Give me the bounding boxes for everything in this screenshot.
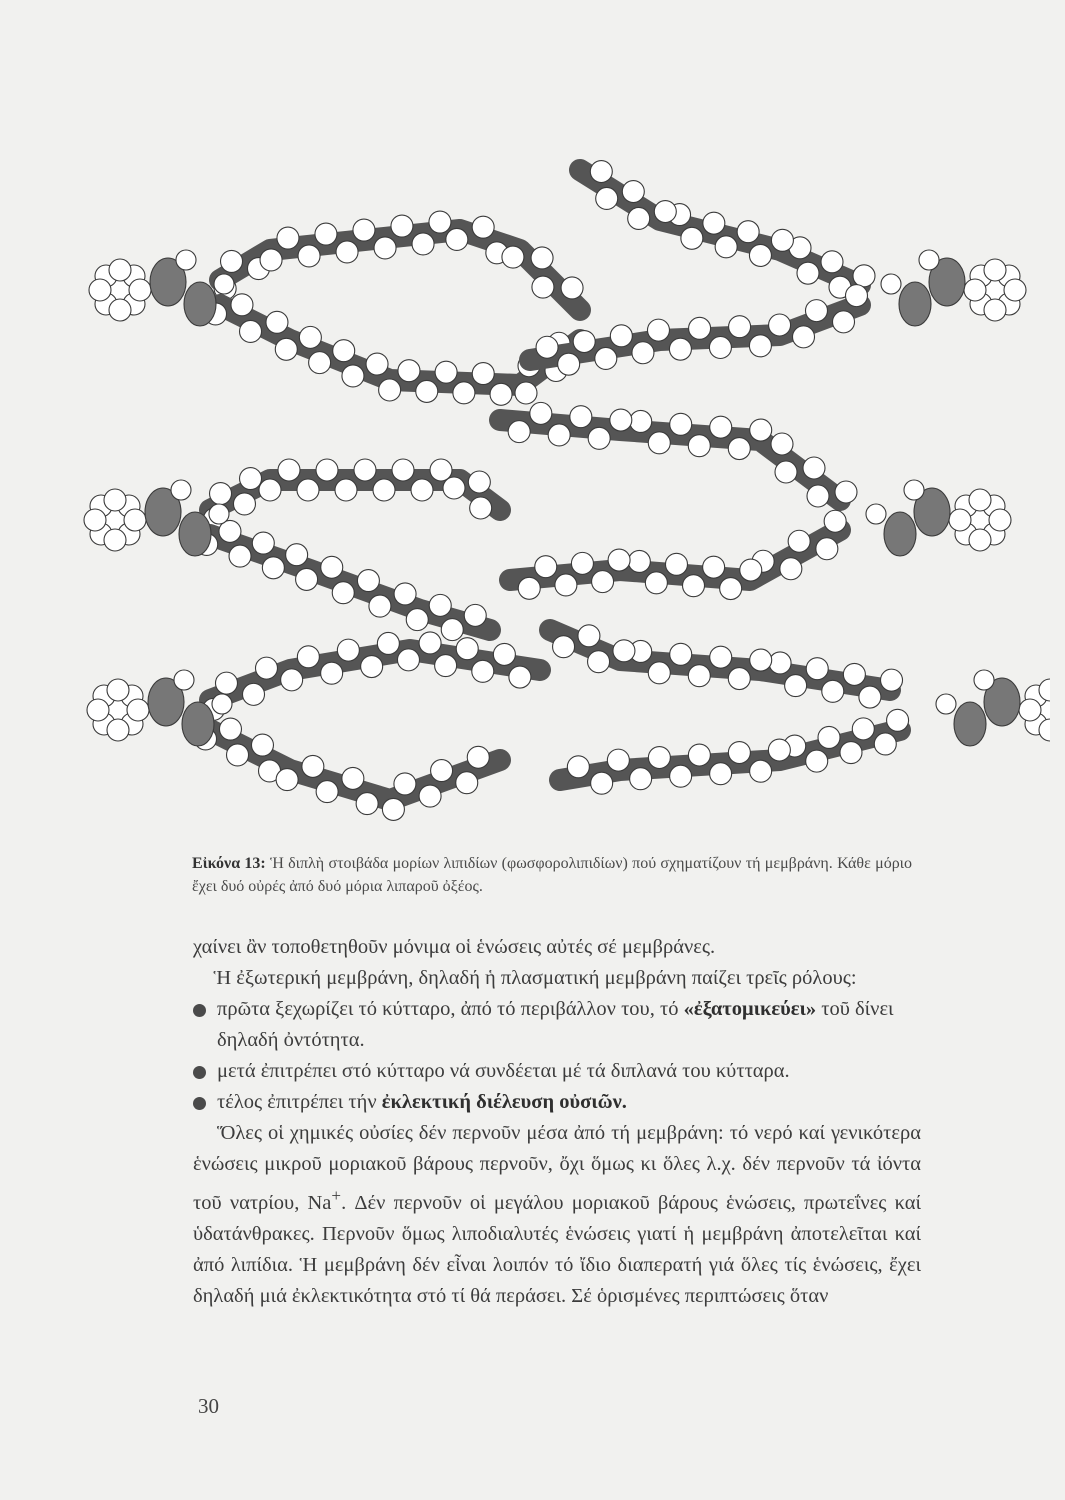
- row-3-tail-d-atom: [630, 768, 652, 790]
- row-3-left-glycerol: [182, 702, 214, 746]
- paragraph-membrane-roles-text: Ἡ ἐξωτερική μεμβράνη, δηλαδή ἡ πλασματική μεμβράνη παίζει τρεῖς ρόλους:: [213, 967, 857, 989]
- row-3-tail-b-atom: [382, 798, 404, 820]
- row-2-tail-a-atom: [392, 459, 414, 481]
- paragraph-membrane-roles: [193, 963, 921, 994]
- row-1-tail-d-atom: [769, 314, 791, 336]
- row-2-tail-a-atom: [278, 459, 300, 481]
- row-1-tail-c-atom: [681, 227, 703, 249]
- bullet1-text-pre: πρῶτα ξεχωρίζει τό κύτταρο, ἀπό τό περιβάλλον του, τό: [217, 998, 684, 1020]
- bullet-icon: [193, 1004, 206, 1017]
- row-1-left-head-atom: [89, 279, 111, 301]
- row-3-tail-c-atom: [785, 675, 807, 697]
- row-3-tail-d-atom: [710, 763, 732, 785]
- row-2-tail-d-atom: [703, 556, 725, 578]
- row-1-right-head-atom: [964, 279, 986, 301]
- row-2-left-oxygen: [209, 504, 229, 524]
- paragraph-continuation: χαίνει ἂν τοποθετηθοῦν μόνιμα οἱ ἑνώσεις αὐτές σέ μεμβράνες.: [193, 936, 716, 958]
- row-2-tail-d-atom: [628, 550, 650, 572]
- row-3-tail-d-atom: [887, 709, 909, 731]
- row-1-tail-a-atom: [374, 237, 396, 259]
- row-1-left-oxygen: [176, 250, 196, 270]
- row-1-right-oxygen: [881, 274, 901, 294]
- page-number: 30: [198, 1394, 219, 1418]
- row-1-right-oxygen: [919, 250, 939, 270]
- row-2-tail-b-atom: [406, 609, 428, 631]
- caption-label: Εἰκόνα 13:: [192, 855, 266, 872]
- row-2-tail-a-atom: [373, 479, 395, 501]
- figure-caption: [192, 852, 912, 898]
- row-2-tail-a-atom: [411, 479, 433, 501]
- row-1-tail-a-atom: [221, 250, 243, 272]
- row-3-tail-d-atom: [607, 749, 629, 771]
- row-2-left-head-atom: [104, 489, 126, 511]
- row-1-tail-a-atom: [502, 246, 524, 268]
- row-2-tail-c-atom: [835, 481, 857, 503]
- row-3-tail-b-atom: [219, 718, 241, 740]
- row-2-tail-b-atom: [321, 556, 343, 578]
- bullet-item-3: [193, 1087, 921, 1118]
- row-3-tail-c-atom: [806, 658, 828, 680]
- row-2-tail-c-atom: [530, 402, 552, 424]
- row-1-tail-d-atom: [845, 285, 867, 307]
- row-2-right-head-atom: [989, 509, 1011, 531]
- row-1-tail-a-atom: [277, 227, 299, 249]
- bullet-item-2: [193, 1056, 921, 1087]
- row-3-tail-a-atom: [397, 649, 419, 671]
- row-2-right-oxygen: [866, 504, 886, 524]
- row-2-right-head-atom: [969, 529, 991, 551]
- row-2-left-head-atom: [124, 509, 146, 531]
- row-1-tail-b-atom: [333, 340, 355, 362]
- row-3-left-head-atom: [107, 679, 129, 701]
- row-1-left-head-atom: [109, 299, 131, 321]
- row-1-tail-d-atom: [805, 300, 827, 322]
- row-1-tail-a-atom: [260, 249, 282, 271]
- row-2-tail-c-atom: [803, 457, 825, 479]
- row-3-tail-a-atom: [456, 638, 478, 660]
- row-3-tail-a-atom: [493, 643, 515, 665]
- row-1-tail-d-atom: [558, 353, 580, 375]
- row-1-tail-c-atom: [737, 221, 759, 243]
- row-1-tail-d-atom: [689, 317, 711, 339]
- row-2-tail-b-atom: [229, 545, 251, 567]
- row-3-tail-b-atom: [276, 769, 298, 791]
- row-1-tail-d-atom: [729, 316, 751, 338]
- row-2-tail-d-atom: [780, 558, 802, 580]
- row-1-tail-b-atom: [275, 338, 297, 360]
- row-2-tail-a-atom: [354, 459, 376, 481]
- row-2-tail-c-atom: [775, 461, 797, 483]
- row-1-tail-c-atom: [715, 236, 737, 258]
- row-3-tail-b-atom: [251, 734, 273, 756]
- row-3-tail-c-atom: [648, 662, 670, 684]
- lipid-bilayer-figure: [60, 110, 1050, 850]
- row-1-tail-d-atom: [793, 326, 815, 348]
- row-1-tail-d-atom: [573, 331, 595, 353]
- row-3-tail-c-atom: [728, 668, 750, 690]
- para3-superscript: +: [331, 1186, 342, 1205]
- body-text: [193, 932, 921, 1312]
- row-1-tail-b-atom: [515, 382, 537, 404]
- caption-text: Ἡ διπλὴ στοιβάδα μορίων λιπιδίων (φωσφορολιπιδίων) πού σχηματίζουν τή μεμβράνη. Κάθε μόριο ἔχει δυό οὐρές ἀπό δυό μόρια λιπαροῦ ὀξέος.: [192, 855, 912, 895]
- row-1-left-oxygen: [214, 274, 234, 294]
- row-2-tail-d-atom: [645, 572, 667, 594]
- row-1-tail-c-atom: [622, 181, 644, 203]
- row-1-right-head-atom: [984, 299, 1006, 321]
- row-3-tail-a-atom: [321, 662, 343, 684]
- row-1-right-head-atom: [984, 259, 1006, 281]
- row-1-tail-b-atom: [240, 320, 262, 342]
- row-2-tail-d-atom: [720, 578, 742, 600]
- row-1-tail-b-atom: [231, 294, 253, 316]
- row-3-tail-b-atom: [456, 772, 478, 794]
- row-3-tail-d-atom: [840, 742, 862, 764]
- row-1-tail-d-atom: [610, 325, 632, 347]
- bullet2-text: μετά ἐπιτρέπει στό κύτταρο νά συνδέεται μέ τά διπλανά του κύτταρα.: [217, 1060, 790, 1082]
- row-3-tail-d-atom: [806, 750, 828, 772]
- bullet3-text-pre: τέλος ἐπιτρέπει τήν: [217, 1091, 382, 1113]
- row-2-tail-c-atom: [648, 432, 670, 454]
- row-3-tail-c-atom: [710, 646, 732, 668]
- row-1-tail-d-atom: [647, 319, 669, 341]
- row-2-tail-c-atom: [750, 419, 772, 441]
- row-1-tail-a-atom: [446, 228, 468, 250]
- row-1-tail-b-atom: [366, 353, 388, 375]
- row-2-tail-b-atom: [429, 594, 451, 616]
- row-2-tail-b-atom: [262, 557, 284, 579]
- row-2-tail-a-atom: [443, 477, 465, 499]
- row-1-tail-d-atom: [632, 342, 654, 364]
- row-3-tail-d-atom: [728, 742, 750, 764]
- row-1-tail-c-atom: [703, 212, 725, 234]
- row-3-tail-d-atom: [688, 744, 710, 766]
- row-2-tail-a-atom: [259, 479, 281, 501]
- row-2-tail-b-atom: [464, 604, 486, 626]
- row-2-tail-d-atom: [740, 559, 762, 581]
- row-3-tail-c-atom: [670, 643, 692, 665]
- bullet-icon: [193, 1066, 206, 1079]
- row-2-tail-b-backbone: [210, 535, 490, 630]
- row-3-tail-a-atom: [435, 655, 457, 677]
- row-2-tail-a-atom: [335, 479, 357, 501]
- row-3-tail-b-atom: [316, 781, 338, 803]
- row-1-tail-c-atom: [821, 251, 843, 273]
- row-2-tail-a-atom: [233, 493, 255, 515]
- row-2-tail-d-atom: [665, 553, 687, 575]
- row-3-tail-d-atom: [818, 726, 840, 748]
- row-2-tail-d-atom: [788, 530, 810, 552]
- row-3-tail-a-atom: [377, 632, 399, 654]
- row-3-tail-a-atom: [361, 656, 383, 678]
- row-1-tail-b-atom: [266, 311, 288, 333]
- row-1-tail-d-atom: [833, 311, 855, 333]
- row-1-right-glycerol: [899, 282, 931, 326]
- row-3-right-oxygen: [974, 670, 994, 690]
- row-1-tail-c-atom: [596, 187, 618, 209]
- row-2-tail-c-atom: [670, 413, 692, 435]
- row-3-tail-b-atom: [394, 773, 416, 795]
- row-3-tail-c-atom: [688, 665, 710, 687]
- row-3-tail-c-atom: [769, 652, 791, 674]
- row-2-right-glycerol: [884, 512, 916, 556]
- row-3-tail-c-atom: [881, 669, 903, 691]
- row-3-tail-d-atom: [852, 718, 874, 740]
- row-1-tail-d-atom: [669, 338, 691, 360]
- row-2-tail-c-atom: [710, 416, 732, 438]
- row-1-tail-b-atom: [472, 363, 494, 385]
- row-2-tail-c-atom: [588, 427, 610, 449]
- row-2-tail-b-atom: [296, 568, 318, 590]
- row-1-tail-a-atom: [315, 223, 337, 245]
- row-3-right-glycerol: [954, 702, 986, 746]
- row-1-tail-a-atom: [298, 245, 320, 267]
- row-2-tail-b-atom: [252, 532, 274, 554]
- bullet-icon: [193, 1097, 206, 1110]
- row-2-tail-a-atom: [240, 468, 262, 490]
- row-3-tail-a-atom: [215, 672, 237, 694]
- bullet1-text-post: τοῦ δίνει δηλαδή ὀντότητα.: [217, 998, 894, 1051]
- row-3-tail-b-atom: [342, 767, 364, 789]
- row-1-tail-b-atom: [309, 352, 331, 374]
- row-2-tail-c-atom: [548, 424, 570, 446]
- row-1-tail-a-atom: [412, 233, 434, 255]
- row-3-tail-a-atom: [297, 646, 319, 668]
- row-2-left-head-atom: [84, 509, 106, 531]
- row-2-tail-c-atom: [728, 438, 750, 460]
- row-2-tail-c-atom: [630, 410, 652, 432]
- row-2-tail-c-atom: [771, 433, 793, 455]
- lipid-molecules: [84, 161, 1050, 821]
- row-1-tail-b-atom: [299, 326, 321, 348]
- row-3-tail-c-atom: [613, 640, 635, 662]
- row-3-tail-a-atom: [281, 669, 303, 691]
- row-3-tail-b-atom: [431, 760, 453, 782]
- row-2-tail-a-atom: [468, 471, 490, 493]
- row-3-right-oxygen: [936, 694, 956, 714]
- row-3-tail-c-atom: [822, 680, 844, 702]
- row-2-tail-b-atom: [441, 619, 463, 641]
- row-3-tail-b-atom: [467, 746, 489, 768]
- row-1-tail-c-atom: [771, 229, 793, 251]
- row-1-tail-b-atom: [416, 380, 438, 402]
- row-2-tail-d-atom: [608, 549, 630, 571]
- row-3-tail-b-atom: [302, 755, 324, 777]
- para3-text-2: . Δέν περνοῦν οἱ μεγάλου μοριακοῦ βάρους ἑνώσεις, πρωτεΐνες καί ὑδατάνθρακες. Περνοῦν ὅμως λιποδιαλυτές ἑνώσεις γιατί ἡ μεμβράνη ἀποτελεῖται καί ἀπό λιπίδια. Ἡ μεμβράνη δέν εἶναι λοιπόν τό ἴδιο διαπερατή γιά ὅλες τίς ἑνώσεις, ἔχει δηλαδή μιά ἐκλεκτικότητα στό τί θά περάσει. Σέ ὁρισμένες περιπτώσεις ὅταν: [193, 1191, 921, 1307]
- para3-text-1: Ὅλες οἱ χημικές οὐσίες δέν περνοῦν μέσα ἀπό τή μεμβράνη: τό νερό καί γενικότερα ἑνώσεις μικροῦ μοριακοῦ βάρους περνοῦν, ὄχι ὅμως κι ὅλες λ.χ. δέν περνοῦν τά ἰόντα τοῦ νατρίου, Na: [193, 1122, 921, 1214]
- row-3-left-oxygen: [212, 694, 232, 714]
- row-3-tail-c-atom: [750, 649, 772, 671]
- bullet3-emphasis: ἐκλεκτική διέλευση οὐσιῶν.: [381, 1091, 627, 1113]
- row-2-left-head-atom: [104, 529, 126, 551]
- row-2-tail-a-atom: [297, 479, 319, 501]
- row-3-tail-b-atom: [356, 793, 378, 815]
- paragraph-selective-permeability: [193, 1118, 921, 1312]
- row-3-tail-a-atom: [337, 639, 359, 661]
- row-1-tail-c-atom: [797, 262, 819, 284]
- row-1-tail-a-atom: [336, 241, 358, 263]
- bullet1-emphasis: «ἐξατομικεύει»: [683, 998, 817, 1020]
- row-1-tail-b-atom: [342, 365, 364, 387]
- row-3-left-head-atom: [87, 699, 109, 721]
- row-3-tail-c-atom: [553, 636, 575, 658]
- row-1-tail-a-atom: [472, 216, 494, 238]
- row-2-tail-b-atom: [357, 570, 379, 592]
- row-1-tail-c-atom: [654, 201, 676, 223]
- row-2-tail-d-atom: [518, 577, 540, 599]
- row-3-tail-d-atom: [750, 760, 772, 782]
- row-3-tail-c-atom: [578, 625, 600, 647]
- row-3-tail-c-atom: [859, 686, 881, 708]
- row-3-tail-d-atom: [874, 733, 896, 755]
- row-2-tail-a-atom: [430, 459, 452, 481]
- row-2-right-oxygen: [904, 480, 924, 500]
- row-1-left-head-atom: [109, 259, 131, 281]
- row-3-tail-c-atom: [843, 663, 865, 685]
- row-2-tail-d-atom: [816, 538, 838, 560]
- row-3-tail-d-atom: [591, 772, 613, 794]
- row-1-tail-a-atom: [391, 215, 413, 237]
- row-1-tail-c-atom: [590, 161, 612, 183]
- row-1-left-glycerol: [184, 282, 216, 326]
- row-3-tail-a-atom: [255, 657, 277, 679]
- row-1-tail-a-atom: [531, 247, 553, 269]
- row-2-tail-c-atom: [610, 409, 632, 431]
- row-3-tail-a-atom: [509, 666, 531, 688]
- row-1-tail-b-atom: [398, 360, 420, 382]
- row-3-left-oxygen: [174, 670, 194, 690]
- row-2-tail-a-atom: [470, 497, 492, 519]
- row-1-tail-d-atom: [595, 347, 617, 369]
- row-2-tail-a-atom: [210, 483, 232, 505]
- row-2-tail-d-atom: [824, 510, 846, 532]
- row-1-tail-b-atom: [490, 383, 512, 405]
- row-2-tail-c-atom: [688, 435, 710, 457]
- row-1-tail-c-atom: [853, 265, 875, 287]
- row-3-tail-c-atom: [588, 651, 610, 673]
- row-2-tail-b-atom: [394, 583, 416, 605]
- row-3-tail-a-atom: [243, 683, 265, 705]
- row-2-tail-d-atom: [571, 552, 593, 574]
- row-3-tail-a-atom: [472, 660, 494, 682]
- row-2-tail-a-atom: [316, 459, 338, 481]
- row-3-tail-a-atom: [419, 632, 441, 654]
- bullet-item-1: [193, 994, 921, 1056]
- row-2-left-glycerol: [179, 512, 211, 556]
- row-1-tail-c-atom: [749, 244, 771, 266]
- row-1-tail-a-atom: [353, 219, 375, 241]
- row-2-tail-d-atom: [555, 574, 577, 596]
- row-1-tail-b-atom: [453, 382, 475, 404]
- row-1-tail-a-atom: [561, 277, 583, 299]
- row-1-tail-a-atom: [532, 276, 554, 298]
- row-3-tail-d-atom: [670, 765, 692, 787]
- row-3-left-head-atom: [127, 699, 149, 721]
- row-1-left-head-atom: [129, 279, 151, 301]
- row-3-left-head-atom: [107, 719, 129, 741]
- row-3-tail-d-atom: [648, 747, 670, 769]
- row-2-tail-b-atom: [369, 595, 391, 617]
- row-3-tail-d-atom: [768, 739, 790, 761]
- row-2-tail-d-atom: [535, 556, 557, 578]
- row-2-tail-d-atom: [592, 571, 614, 593]
- row-2-tail-c-atom: [570, 406, 592, 428]
- row-1-tail-d-atom: [536, 336, 558, 358]
- row-1-tail-b-atom: [435, 361, 457, 383]
- row-2-left-oxygen: [171, 480, 191, 500]
- row-3-right-head-atom: [1019, 699, 1041, 721]
- row-2-tail-c-atom: [807, 485, 829, 507]
- row-2-right-head-atom: [969, 489, 991, 511]
- row-1-tail-a-atom: [429, 211, 451, 233]
- row-2-right-head-atom: [949, 509, 971, 531]
- row-3-tail-b-atom: [419, 785, 441, 807]
- row-2-tail-b-atom: [286, 544, 308, 566]
- row-3-tail-b-atom: [227, 744, 249, 766]
- row-1-tail-d-atom: [749, 335, 771, 357]
- row-1-tail-d-atom: [709, 336, 731, 358]
- row-2-tail-d-atom: [683, 575, 705, 597]
- row-1-right-head-atom: [1004, 279, 1026, 301]
- row-3-tail-d-atom: [567, 756, 589, 778]
- row-1-tail-b-atom: [379, 379, 401, 401]
- row-2-tail-b-atom: [332, 582, 354, 604]
- row-1-tail-c-atom: [628, 207, 650, 229]
- row-2-tail-c-atom: [508, 421, 530, 443]
